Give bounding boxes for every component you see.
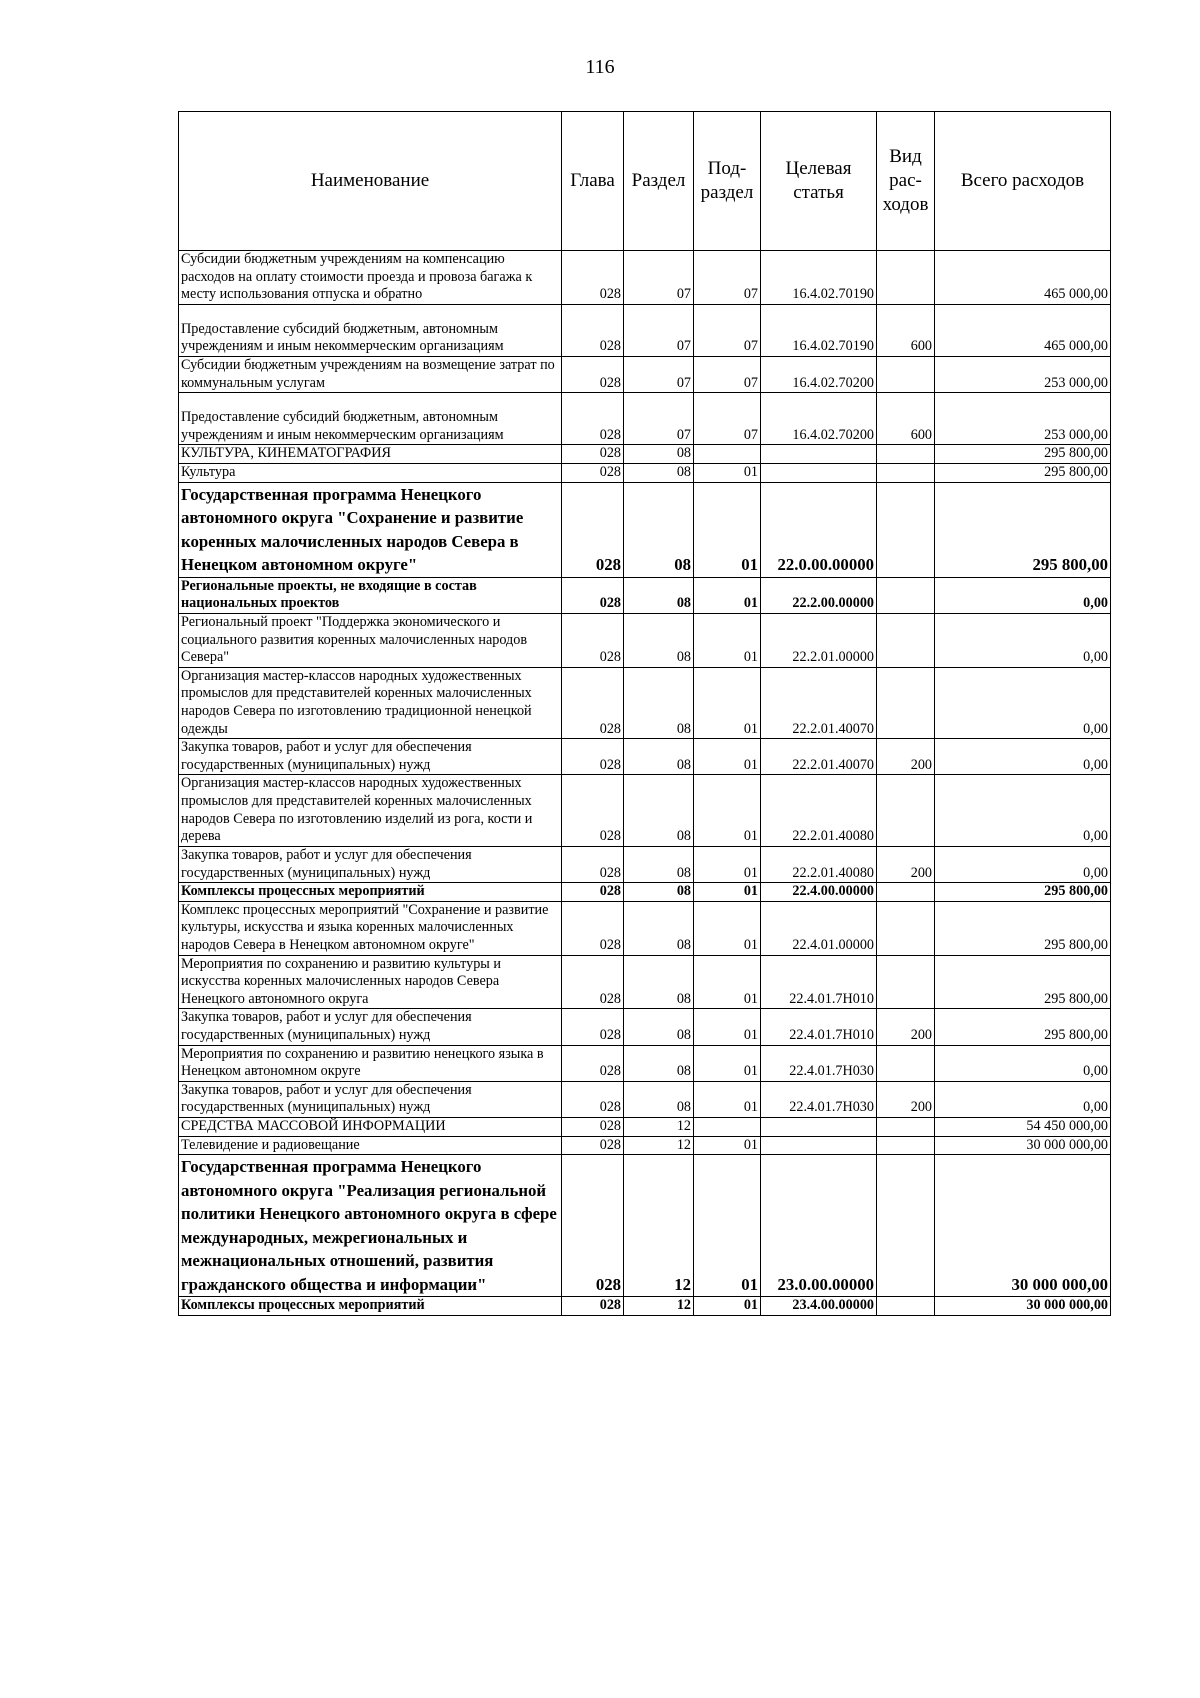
row-target: 16.4.02.70190 (761, 304, 877, 356)
row-chapter: 028 (562, 667, 624, 738)
row-subsection: 01 (694, 613, 761, 667)
row-name: Комплексы процессных мероприятий (179, 1297, 562, 1316)
row-expense-type (877, 613, 935, 667)
row-target: 16.4.02.70190 (761, 251, 877, 305)
row-target: 22.2.01.40080 (761, 846, 877, 882)
table-row (179, 667, 1111, 738)
row-section: 08 (624, 1009, 694, 1045)
row-target (761, 1136, 877, 1155)
row-section: 12 (624, 1118, 694, 1137)
row-name: Культура (179, 464, 562, 483)
row-target: 23.4.00.00000 (761, 1297, 877, 1316)
row-chapter: 028 (562, 1136, 624, 1155)
row-total: 0,00 (935, 1045, 1111, 1081)
row-target: 22.2.01.00000 (761, 613, 877, 667)
row-section: 07 (624, 357, 694, 393)
row-chapter: 028 (562, 357, 624, 393)
row-total: 253 000,00 (935, 357, 1111, 393)
row-section: 08 (624, 955, 694, 1009)
row-total: 30 000 000,00 (935, 1155, 1111, 1297)
row-expense-type: 200 (877, 1009, 935, 1045)
row-chapter: 028 (562, 955, 624, 1009)
row-name: Комплексы процессных мероприятий (179, 883, 562, 902)
row-section: 08 (624, 739, 694, 775)
row-total: 465 000,00 (935, 304, 1111, 356)
row-total: 0,00 (935, 739, 1111, 775)
row-total: 0,00 (935, 775, 1111, 846)
row-section: 08 (624, 577, 694, 613)
row-expense-type (877, 667, 935, 738)
row-chapter: 028 (562, 739, 624, 775)
row-expense-type (877, 482, 935, 577)
row-target: 22.4.01.7Н030 (761, 1081, 877, 1117)
row-target (761, 464, 877, 483)
row-target: 22.4.01.00000 (761, 901, 877, 955)
table-row (179, 393, 1111, 445)
table-row (179, 1045, 1111, 1081)
row-chapter: 028 (562, 883, 624, 902)
row-expense-type (877, 775, 935, 846)
row-total: 295 800,00 (935, 955, 1111, 1009)
row-subsection: 07 (694, 357, 761, 393)
row-total: 0,00 (935, 613, 1111, 667)
table-row (179, 577, 1111, 613)
row-section: 08 (624, 613, 694, 667)
row-chapter: 028 (562, 482, 624, 577)
row-name: Региональный проект "Поддержка экономического и социального развития коренных малочисленных народов Севера" (179, 613, 562, 667)
table-row (179, 613, 1111, 667)
row-target: 22.2.01.40080 (761, 775, 877, 846)
row-target: 16.4.02.70200 (761, 393, 877, 445)
row-total: 295 800,00 (935, 883, 1111, 902)
row-total: 0,00 (935, 1081, 1111, 1117)
row-section: 08 (624, 1045, 694, 1081)
table-row (179, 1081, 1111, 1117)
row-subsection: 01 (694, 739, 761, 775)
row-total: 295 800,00 (935, 482, 1111, 577)
row-chapter: 028 (562, 1118, 624, 1137)
row-name: Предоставление субсидий бюджетным, автономным учреждениям и иным некоммерческим организациям (179, 393, 562, 445)
table-row (179, 251, 1111, 305)
row-subsection: 07 (694, 251, 761, 305)
header-target: Целевая статья (761, 112, 877, 251)
row-name: Телевидение и радиовещание (179, 1136, 562, 1155)
header-expense-type: Вид рас-ходов (877, 112, 935, 251)
row-chapter: 028 (562, 901, 624, 955)
budget-table (178, 111, 1111, 1316)
row-section: 12 (624, 1136, 694, 1155)
row-total: 465 000,00 (935, 251, 1111, 305)
table-row (179, 464, 1111, 483)
row-subsection: 01 (694, 1045, 761, 1081)
row-subsection: 07 (694, 304, 761, 356)
row-section: 08 (624, 445, 694, 464)
row-name: Организация мастер-классов народных художественных промыслов для представителей коренных малочисленных народов Севера по изготовлению традиционной ненецкой одежды (179, 667, 562, 738)
table-row (179, 1297, 1111, 1316)
row-name: Организация мастер-классов народных художественных промыслов для представителей коренных малочисленных народов Севера по изготовлению изделий из рога, кости и дерева (179, 775, 562, 846)
row-chapter: 028 (562, 393, 624, 445)
row-section: 08 (624, 482, 694, 577)
row-chapter: 028 (562, 251, 624, 305)
row-section: 08 (624, 846, 694, 882)
row-subsection: 01 (694, 1081, 761, 1117)
row-subsection: 01 (694, 1297, 761, 1316)
row-expense-type: 200 (877, 739, 935, 775)
row-section: 08 (624, 667, 694, 738)
row-section: 07 (624, 304, 694, 356)
row-total: 295 800,00 (935, 901, 1111, 955)
row-chapter: 028 (562, 613, 624, 667)
row-chapter: 028 (562, 304, 624, 356)
row-chapter: 028 (562, 445, 624, 464)
row-expense-type (877, 1118, 935, 1137)
row-name: Субсидии бюджетным учреждениям на компенсацию расходов на оплату стоимости проезда и провоза багажа к месту использования отпуска и обратно (179, 251, 562, 305)
row-name: Предоставление субсидий бюджетным, автономным учреждениям и иным некоммерческим организациям (179, 304, 562, 356)
row-subsection: 01 (694, 901, 761, 955)
row-name: Государственная программа Ненецкого автономного округа "Сохранение и развитие коренных малочисленных народов Севера в Ненецком автономном округе" (179, 482, 562, 577)
table-row (179, 1136, 1111, 1155)
table-row (179, 357, 1111, 393)
row-subsection: 01 (694, 1136, 761, 1155)
row-name: Комплекс процессных мероприятий "Сохранение и развитие культуры, искусства и языка коренных малочисленных народов Севера в Ненецком автономном округе" (179, 901, 562, 955)
row-expense-type: 600 (877, 304, 935, 356)
row-total: 295 800,00 (935, 464, 1111, 483)
table-header-row (179, 112, 1111, 251)
row-target: 16.4.02.70200 (761, 357, 877, 393)
row-section: 07 (624, 251, 694, 305)
row-name: Закупка товаров, работ и услуг для обеспечения государственных (муниципальных) нужд (179, 1081, 562, 1117)
row-name: Мероприятия по сохранению и развитию культуры и искусства коренных малочисленных народов Севера Ненецкого автономного округа (179, 955, 562, 1009)
row-section: 12 (624, 1155, 694, 1297)
row-expense-type (877, 1136, 935, 1155)
row-total: 295 800,00 (935, 1009, 1111, 1045)
row-chapter: 028 (562, 1297, 624, 1316)
row-expense-type (877, 357, 935, 393)
table-row (179, 445, 1111, 464)
row-name: Региональные проекты, не входящие в состав национальных проектов (179, 577, 562, 613)
header-section: Раздел (624, 112, 694, 251)
row-target: 22.4.01.7Н010 (761, 1009, 877, 1045)
page-number: 116 (585, 56, 615, 78)
row-expense-type (877, 1155, 935, 1297)
row-name: КУЛЬТУРА, КИНЕМАТОГРАФИЯ (179, 445, 562, 464)
row-subsection: 01 (694, 846, 761, 882)
row-section: 07 (624, 393, 694, 445)
row-subsection: 07 (694, 393, 761, 445)
row-expense-type: 200 (877, 846, 935, 882)
row-expense-type (877, 901, 935, 955)
row-name: Субсидии бюджетным учреждениям на возмещение затрат по коммунальным услугам (179, 357, 562, 393)
row-subsection: 01 (694, 482, 761, 577)
row-expense-type: 600 (877, 393, 935, 445)
row-expense-type (877, 1297, 935, 1316)
row-section: 08 (624, 901, 694, 955)
row-chapter: 028 (562, 1081, 624, 1117)
row-chapter: 028 (562, 1155, 624, 1297)
row-target: 22.0.00.00000 (761, 482, 877, 577)
row-total: 0,00 (935, 667, 1111, 738)
row-section: 08 (624, 1081, 694, 1117)
table-row (179, 739, 1111, 775)
row-name: Закупка товаров, работ и услуг для обеспечения государственных (муниципальных) нужд (179, 1009, 562, 1045)
row-section: 12 (624, 1297, 694, 1316)
row-subsection: 01 (694, 577, 761, 613)
row-target: 22.2.01.40070 (761, 739, 877, 775)
row-expense-type: 200 (877, 1081, 935, 1117)
row-expense-type (877, 445, 935, 464)
row-subsection: 01 (694, 955, 761, 1009)
row-expense-type (877, 251, 935, 305)
row-target: 23.0.00.00000 (761, 1155, 877, 1297)
row-total: 54 450 000,00 (935, 1118, 1111, 1137)
table-row (179, 1118, 1111, 1137)
row-subsection: 01 (694, 464, 761, 483)
row-chapter: 028 (562, 846, 624, 882)
table-row (179, 883, 1111, 902)
row-total: 0,00 (935, 846, 1111, 882)
row-target: 22.2.01.40070 (761, 667, 877, 738)
row-subsection: 01 (694, 883, 761, 902)
row-subsection (694, 1118, 761, 1137)
row-total: 253 000,00 (935, 393, 1111, 445)
row-target (761, 1118, 877, 1137)
row-target: 22.4.01.7Н010 (761, 955, 877, 1009)
table-row (179, 1155, 1111, 1297)
row-name: Мероприятия по сохранению и развитию ненецкого языка в Ненецком автономном округе (179, 1045, 562, 1081)
row-name: СРЕДСТВА МАССОВОЙ ИНФОРМАЦИИ (179, 1118, 562, 1137)
row-total: 295 800,00 (935, 445, 1111, 464)
row-chapter: 028 (562, 775, 624, 846)
row-target (761, 445, 877, 464)
row-expense-type (877, 464, 935, 483)
row-section: 08 (624, 775, 694, 846)
row-total: 30 000 000,00 (935, 1297, 1111, 1316)
row-chapter: 028 (562, 464, 624, 483)
row-chapter: 028 (562, 1045, 624, 1081)
row-target: 22.4.00.00000 (761, 883, 877, 902)
row-total: 30 000 000,00 (935, 1136, 1111, 1155)
row-expense-type (877, 955, 935, 1009)
row-subsection: 01 (694, 1155, 761, 1297)
row-expense-type (877, 883, 935, 902)
row-target: 22.4.01.7Н030 (761, 1045, 877, 1081)
row-chapter: 028 (562, 577, 624, 613)
row-section: 08 (624, 883, 694, 902)
header-subsection: Под-раздел (694, 112, 761, 251)
table-row (179, 304, 1111, 356)
table-row (179, 1009, 1111, 1045)
row-name: Закупка товаров, работ и услуг для обеспечения государственных (муниципальных) нужд (179, 846, 562, 882)
row-section: 08 (624, 464, 694, 483)
table-row (179, 775, 1111, 846)
header-total: Всего расходов (935, 112, 1111, 251)
row-expense-type (877, 577, 935, 613)
header-chapter: Глава (562, 112, 624, 251)
table-row (179, 846, 1111, 882)
table-row (179, 482, 1111, 577)
row-subsection (694, 445, 761, 464)
row-subsection: 01 (694, 1009, 761, 1045)
row-total: 0,00 (935, 577, 1111, 613)
row-subsection: 01 (694, 667, 761, 738)
row-name: Закупка товаров, работ и услуг для обеспечения государственных (муниципальных) нужд (179, 739, 562, 775)
table-row (179, 901, 1111, 955)
row-name: Государственная программа Ненецкого автономного округа "Реализация региональной политики Ненецкого автономного округа в сфере международных, межрегиональных и межнациональных отношений, развития гражданского общества и информации" (179, 1155, 562, 1297)
row-chapter: 028 (562, 1009, 624, 1045)
row-target: 22.2.00.00000 (761, 577, 877, 613)
row-subsection: 01 (694, 775, 761, 846)
row-expense-type (877, 1045, 935, 1081)
header-name: Наименование (179, 112, 562, 251)
table-row (179, 955, 1111, 1009)
